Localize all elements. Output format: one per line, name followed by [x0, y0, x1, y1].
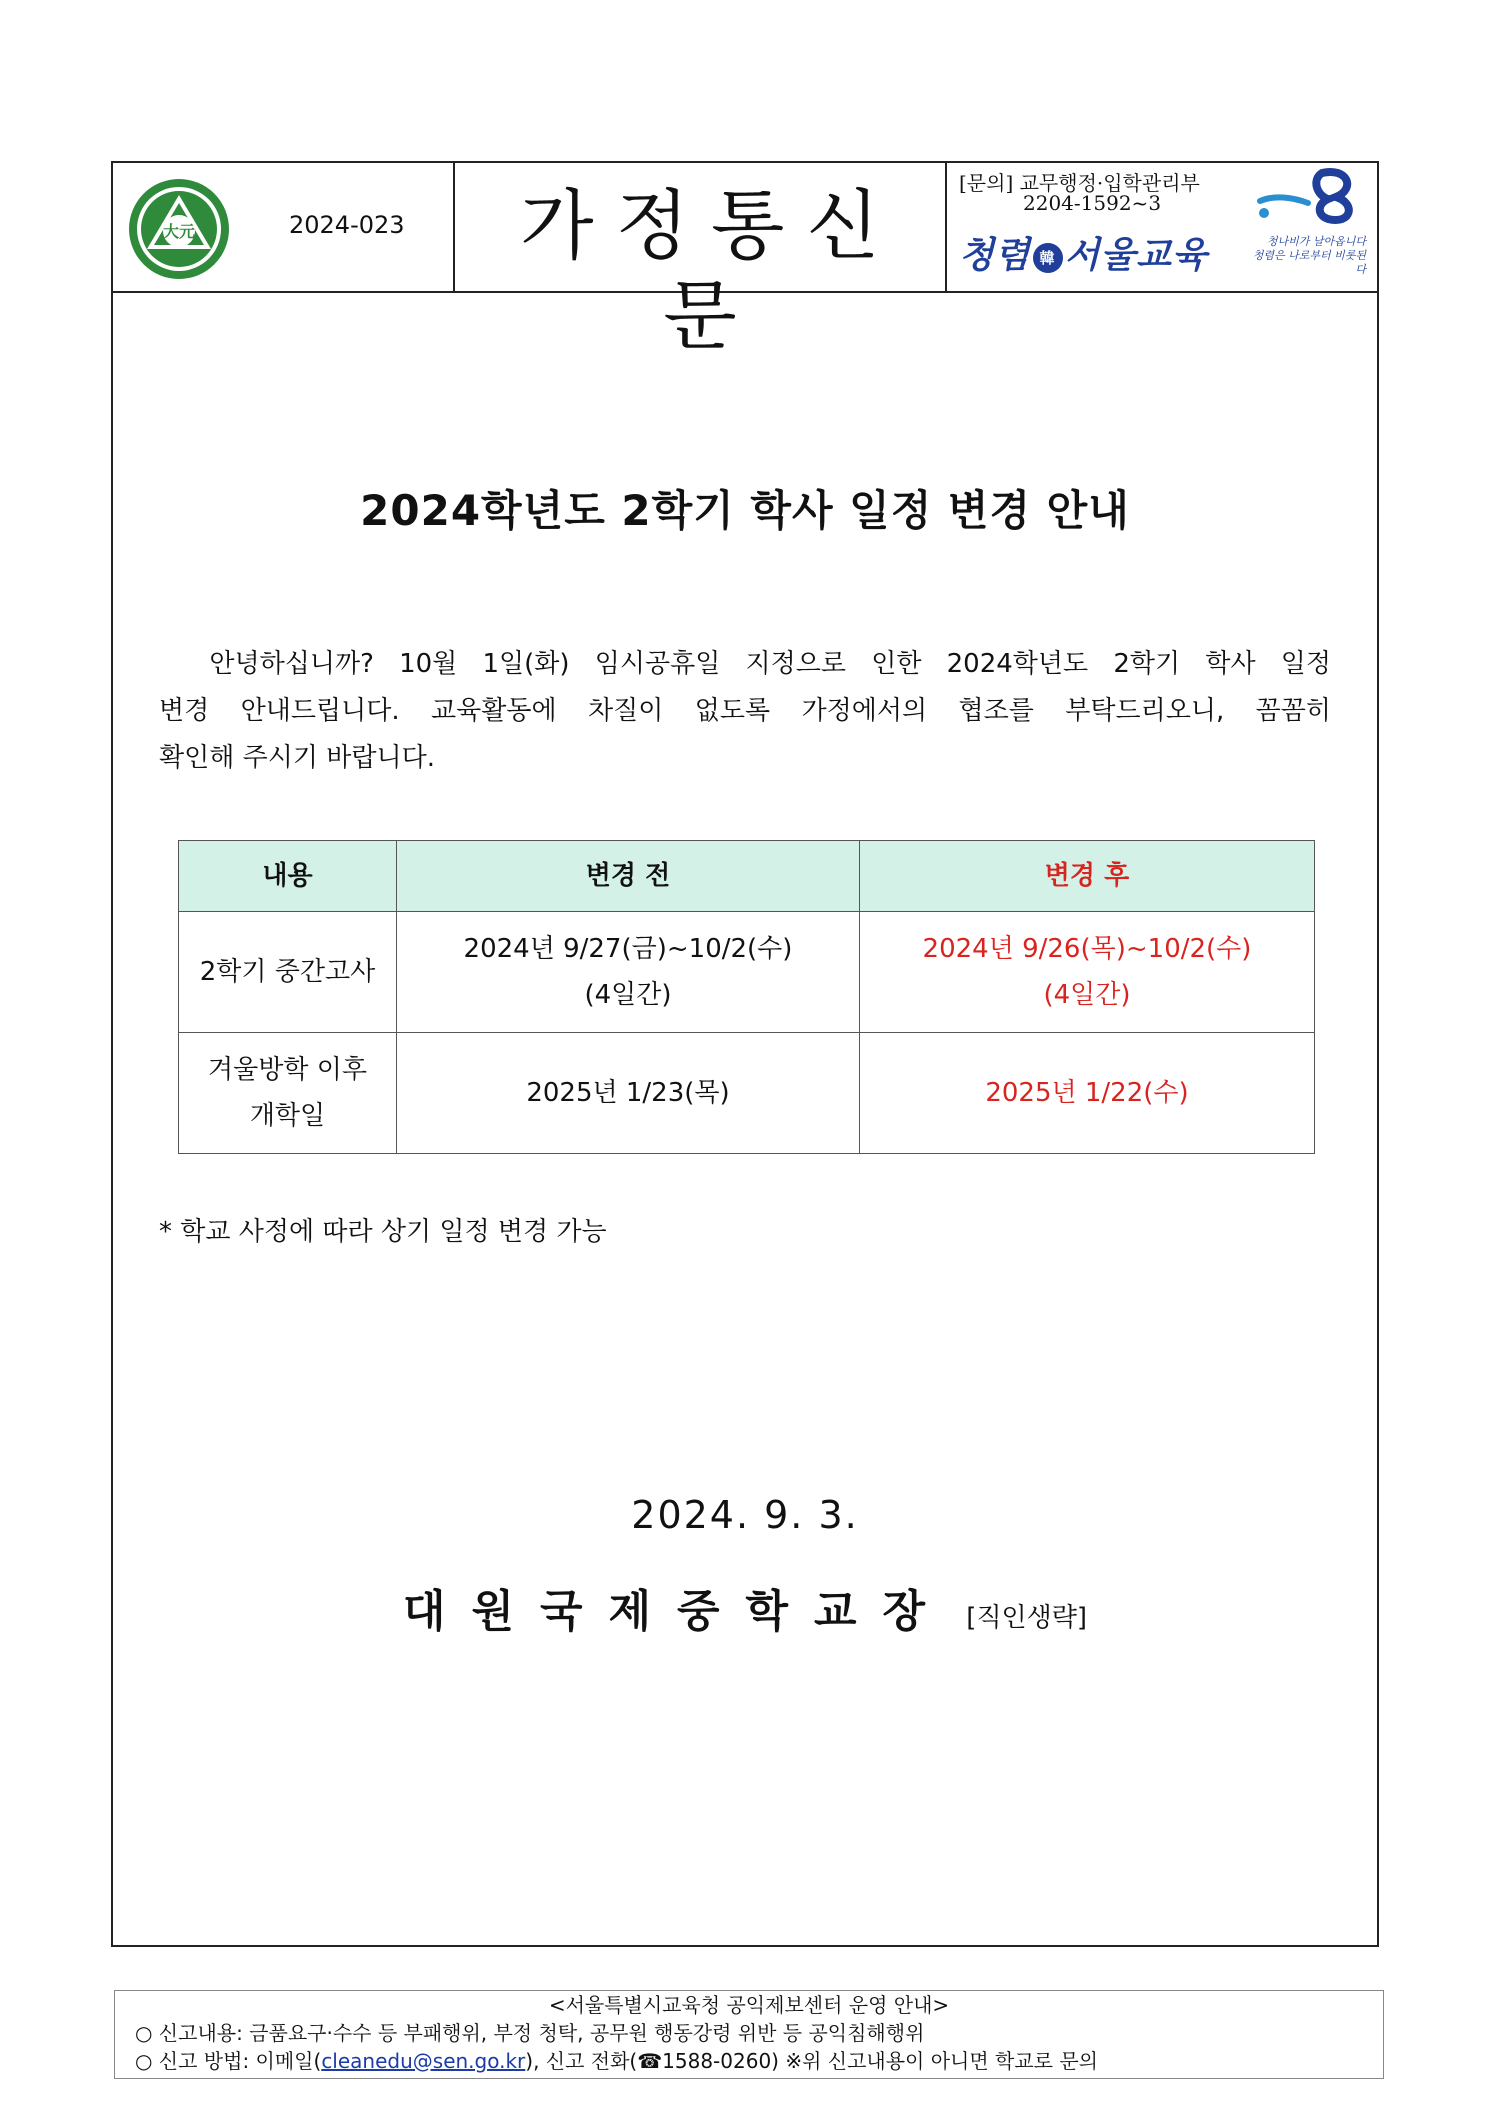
- row2-before: 2025년 1/23(목): [397, 1033, 860, 1154]
- header-right-cell: [947, 163, 1378, 291]
- contact-label: [문의] 교무행정·입학관리부: [959, 171, 1200, 195]
- intro-paragraph: [159, 641, 1331, 782]
- logo-subtext: [1250, 235, 1366, 277]
- header-left-cell: [113, 163, 455, 291]
- main-title: 2024학년도 2학기 학사 일정 변경 안내: [360, 486, 1130, 535]
- logo-subtext-2: 청렴은 나로부터 비롯된다: [1252, 249, 1366, 276]
- korea-seal-icon: 韓: [1033, 243, 1063, 273]
- intro-line-2: 변경 안내드립니다. 교육활동에 차질이 없도록 가정에서의 협조를 부탁드리오니, 꼼꼼히: [159, 696, 1331, 726]
- svg-text:大元: 大元: [162, 222, 196, 241]
- footer-title: <서울특별시교육청 공익제보센터 운영 안내>: [548, 1993, 950, 2017]
- footer-line-2: ○ 신고 방법: 이메일(cleanedu@sen.go.kr), 신고 전화(☎1588-0260) ※위 신고내용이 아니면 학교로 문의: [135, 2049, 1098, 2073]
- header-before: 변경 전: [397, 841, 860, 912]
- integrity-slogan: [959, 227, 1208, 278]
- stamp-omitted: [직인생략]: [966, 1603, 1088, 1633]
- schedule-note: * 학교 사정에 따라 상기 일정 변경 가능: [159, 1217, 607, 1247]
- signature: [113, 1575, 1377, 1639]
- logo-subtext-1: 청나비가 날아옵니다: [1266, 235, 1366, 248]
- document-number: 2024-023: [289, 211, 405, 239]
- row1-item: 2학기 중간고사: [179, 912, 397, 1033]
- table-row: [179, 912, 1315, 1033]
- table-header-row: [179, 841, 1315, 912]
- report-email-link[interactable]: cleanedu@sen.go.kr: [321, 2049, 526, 2073]
- footer-box: [114, 1990, 1384, 2079]
- footer-line-1: ○ 신고내용: 금품요구·수수 등 부패행위, 부정 청탁, 공무원 행동강령 위반 등 공익침해행위: [135, 2021, 925, 2045]
- row2-after: 2025년 1/22(수): [860, 1033, 1315, 1154]
- header-item: 내용: [179, 841, 397, 912]
- intro-line-3: 확인해 주시기 바랍니다.: [159, 743, 435, 773]
- table-row: [179, 1033, 1315, 1154]
- notice-title: 가정통신문: [520, 181, 902, 360]
- slogan-right: 서울교육: [1064, 234, 1208, 276]
- school-seal-icon: [127, 177, 231, 281]
- row1-before: 2024년 9/27(금)~10/2(수) (4일간): [397, 912, 860, 1033]
- principal-name: 대원국제중학교장: [402, 1586, 951, 1637]
- header: [113, 163, 1377, 360]
- schedule-table: [178, 840, 1315, 1154]
- butterfly-logo-icon: [1252, 167, 1364, 227]
- header-title-cell: [455, 163, 947, 360]
- contact-phone: 2204-1592~3: [1023, 191, 1162, 215]
- header-after: 변경 후: [860, 841, 1315, 912]
- issue-date: 2024. 9. 3.: [631, 1493, 859, 1537]
- row2-item: 겨울방학 이후 개학일: [179, 1033, 397, 1154]
- intro-line-1: 안녕하십니까? 10월 1일(화) 임시공휴일 지정으로 인한 2024학년도 2학기 학사 일정: [209, 649, 1332, 679]
- slogan-left: 청렴: [959, 234, 1031, 276]
- document-frame: [111, 161, 1379, 1947]
- row1-after: 2024년 9/26(목)~10/2(수) (4일간): [860, 912, 1315, 1033]
